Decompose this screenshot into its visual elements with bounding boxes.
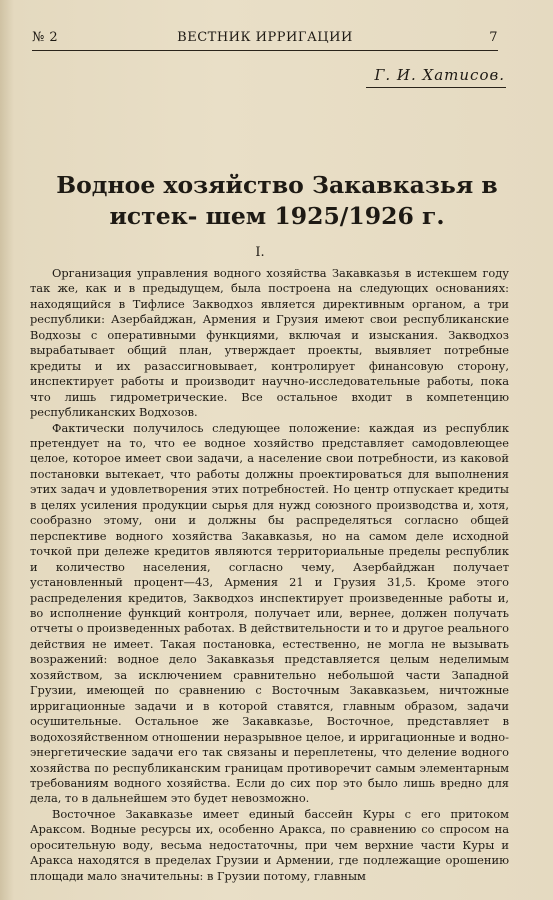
page-number: 7 <box>489 30 498 45</box>
paragraph: Восточное Закавказье имеет единый бассейн Куры с его притоком Араксом. Водные ресурсы их, особенно Аракса, по сравнению со спросом на оросительную воду, весьма недостаточны, при чем верхние части Куры и Аракса находятся в пределах Грузии и Армении, где подлежащие орошению площади мало значительны: в Грузии потому, главным <box>30 806 509 883</box>
article-author: Г. И. Хатисов. <box>374 66 505 84</box>
paragraph: Фактически получилось следующее положение: каждая из республик претендует на то, что ее водное хозяйство представляет самодовлеющее целое, которое имеет свои задачи, а население свои потребности, из каковой постановки вытекает, что работы должны проектироваться для выполнения этих задач и удовлетворения этих потребностей. Но центр отпускает кредиты в целях усиления продукции сырья для нужд союзного производства и, хотя, сообразно этому, они и должны бы распределяться согласно общей перспективе водного хозяйства Закавказья, но на самом деле исходной точкой при дележе кредитов являются территориальные пределы республик и количество населения, согласно чему, Азербайджан получает установленный процент—43, Армения 21 и Грузия 31,5. Кроме этого распределения кредитов, Закводхоз инспектирует произведенные работы и, во исполнение функций контроля, получает или, вернее, должен получать отчеты о произведенных работах. В действительности и то и другое реального действия не имеет. Такая постановка, естественно, не могла не вызывать возражений: водное дело Закавказья представляется целым неделимым хозяйством, за исключением сравнительно небольшой части Западной Грузии, имеющей по сравнению с Восточным Закавказьем, ничтожные ирригационные задачи и в которой ставятся, главным образом, задачи осушительные. Остальное же Закавказье, Восточное, представляет в водохозяйственном отношении неразрывное целое, и ирригационные и водно-энергетические задачи его так связаны и переплетены, что деление водного хозяйства по республиканским границам противоречит самым элементарным требованиям водного хозяйства. Если до сих пор это было лишь вредно для дела, то в дальнейшем это будет невозможно. <box>30 420 509 806</box>
article-title: Водное хозяйство Закавказья в истек- шем 1925/1926 г. <box>56 171 498 230</box>
article-body <box>30 266 509 884</box>
section-number: I. <box>255 245 265 260</box>
author-underline <box>366 87 506 88</box>
journal-title: ВЕСТНИК ИРРИГАЦИИ <box>177 30 353 45</box>
paragraph: Организация управления водного хозяйства Закавказья в истекшем году так же, как и в предыдущем, была построена на следующих основаниях: находящийся в Тифлисе Закводхоз является директивным органом, а три республики: Азербайджан, Армения и Грузия имеют свои республиканские Водхозы с оперативными функциями, включая и изыскания. Закводхоз вырабатывает общий план, утверждает проекты, выявляет потребные кредиты и их разассигновывает, контролирует финансовую сторону, инспектирует работы и производит научно-исследовательные работы, пока что лишь гидрометрические. Все остальное входит в компетенцию республиканских Водхозов. <box>30 266 509 420</box>
issue-number: № 2 <box>32 30 59 45</box>
header-rule <box>32 50 498 51</box>
running-head <box>32 30 498 50</box>
